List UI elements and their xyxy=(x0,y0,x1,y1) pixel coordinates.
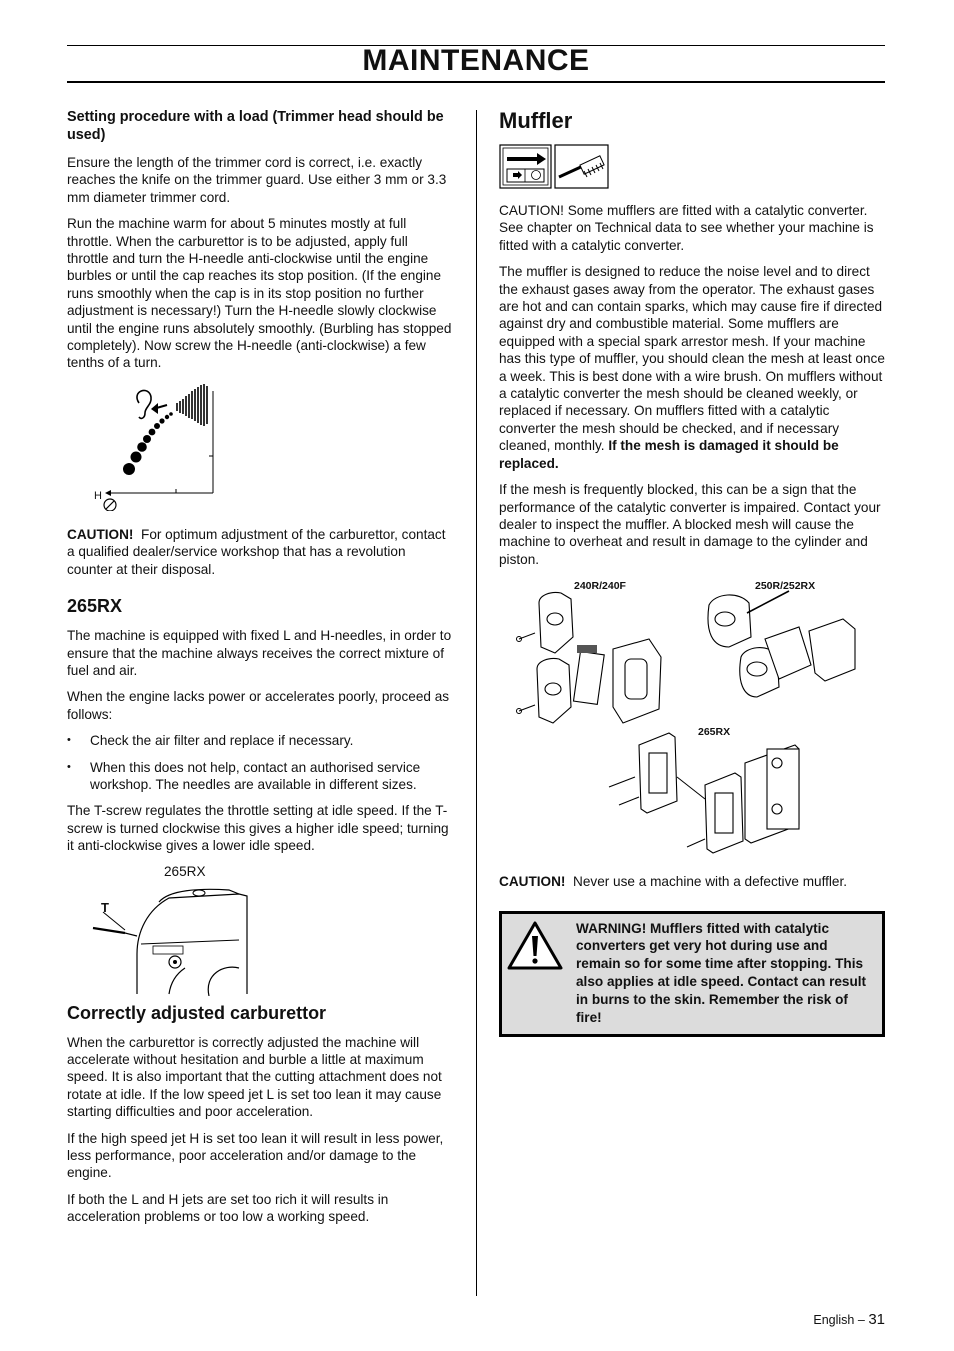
engine-t-screw-diagram xyxy=(89,884,249,996)
load-paragraph-2: Run the machine warm for about 5 minutes mostly at full throttle. When the carburettor is to be adjusted, apply full throttle and turn the H-needle anti-clockwise until the engine burbles or until the cap reaches its stop position. (If the engine runs smoothly when the cap is in its stop position no further adjustment is necessary!) Turn the H-needle slowly clockwise until the engine runs absolutely smoothly. (Burbling has stopped completely). Now screw the H-needle (anti-clockwise) a few tenths of a turn. xyxy=(67,216,452,371)
muffler-paragraph-3: If the mesh is frequently blocked, this can be a sign that the performance of the catalytic converter is impaired. Contact your dealer to inspect the muffler. A blocked mesh will cause the machine to overheat and result in damage to the cylinder and piston. xyxy=(499,482,881,567)
list-item: • Check the air filter and replace if necessary. xyxy=(67,732,452,749)
muffler-parts-drawing xyxy=(499,577,885,867)
section-heading-correctly-adjusted: Correctly adjusted carburettor xyxy=(67,1002,327,1023)
correct-paragraph-3: If both the L and H jets are set too rich it will results in acceleration problems or too low a working speed. xyxy=(67,1191,389,1225)
caution-text: For optimum adjustment of the carburettor, contact a qualified dealer/service workshop that has a revolution counter at their disposal. xyxy=(67,526,446,577)
rx-paragraph-2: When the engine lacks power or accelerates poorly, proceed as follows: xyxy=(67,689,450,722)
list-item: • When this does not help, contact an authorised service workshop. The needles are available in different sizes. xyxy=(67,759,452,794)
muffler-symbol-icons xyxy=(499,144,885,190)
h-needle-adjustment-figure xyxy=(67,381,452,516)
muffler-exploded-figure xyxy=(499,577,885,867)
caution-revolution-counter xyxy=(67,526,452,578)
footer-language: English xyxy=(813,1313,855,1327)
t-screw-label: T xyxy=(101,899,109,915)
h-needle-label: H xyxy=(94,489,102,502)
muffler-caution-text: Never use a machine with a defective muffler. xyxy=(573,874,848,890)
correct-paragraph-1: When the carburettor is correctly adjusted the machine will accelerate without hesitation and burble a little at maximum speed. It is also important that the cutting attachment does not rotate at idle. If the low speed jet L is set too lean it may cause starting difficulties and poor acceleration. xyxy=(67,1034,442,1120)
header-bottom-rule xyxy=(67,81,885,83)
muffler-label-265rx: 265RX xyxy=(698,726,731,739)
t-screw-figure-caption: 265RX xyxy=(164,863,206,879)
left-column xyxy=(67,108,452,1235)
load-procedure-heading: Setting procedure with a load (Trimmer head should be used) xyxy=(67,109,444,143)
column-divider xyxy=(476,110,477,1296)
rx-paragraph-1: The machine is equipped with fixed L and H-needles, in order to ensure that the machine always receives the correct mixture of fuel and air. xyxy=(67,628,452,678)
t-screw-figure xyxy=(67,864,452,999)
rx-bullet-list xyxy=(67,732,452,793)
muffler-caution-label: CAUTION! xyxy=(499,874,566,890)
muffler-label-250r: 250R/252RX xyxy=(755,580,816,593)
warning-text: WARNING! Mufflers fitted with catalytic converters get very hot during use and remain so for some time after stopping. This also applies at idle speed. Contact can result in burns to the skin. Remember the risk of fire! xyxy=(576,920,867,1025)
page-title: MAINTENANCE xyxy=(362,44,590,77)
section-heading-265rx: 265RX xyxy=(67,596,123,617)
page-footer xyxy=(813,1311,885,1328)
warning-triangle-icon xyxy=(506,920,564,972)
muffler-paragraph-2-text: The muffler is designed to reduce the noise level and to direct the exhaust gases away from the operator. The exhaust gases are hot and can contain sparks, which may cause fire if directed against dry and combustible material. Some mufflers are equipped with a special spark arrestor mesh. If your machine has this type of muffler, you should clean the mesh at least once a week. This is best done with a wire brush. On mufflers without a catalytic converter the mesh should be cleaned weekly, or replaced if necessary. On mufflers fitted with a catalytic converter the mesh should be checked, and if necessary cleaned, monthly. xyxy=(499,264,885,454)
muffler-caution xyxy=(499,873,885,890)
load-paragraph-1: Ensure the length of the trimmer cord is correct, i.e. exactly reaches the knife on the trimmer guard. Use either 3 mm or 3.3 mm diameter trimmer cord. xyxy=(67,155,447,205)
warning-box xyxy=(499,911,885,1038)
muffler-paragraph-2-bold: If the mesh is damaged it should be replaced. xyxy=(499,438,839,471)
correct-paragraph-2: If the high speed jet H is set too lean it will result in less power, less performance, poor acceleration and/or damage to the engine. xyxy=(67,1130,444,1181)
muffler-paragraph-1: CAUTION! Some mufflers are fitted with a catalytic converter. See chapter on Technical data to see whether your machine is fitted with a catalytic converter. xyxy=(499,203,874,253)
muffler-label-240r: 240R/240F xyxy=(574,580,626,593)
footer-dash: – xyxy=(857,1313,865,1327)
section-heading-muffler: Muffler xyxy=(499,108,573,133)
page-number: 31 xyxy=(868,1311,885,1328)
h-needle-diagram xyxy=(91,381,271,511)
right-column xyxy=(499,108,885,1037)
service-interval-icon xyxy=(499,144,611,190)
muffler-paragraph-2 xyxy=(499,263,885,472)
caution-label: CAUTION! xyxy=(67,526,134,542)
rx-paragraph-3: The T-screw regulates the throttle setting at idle speed. If the T-screw is turned clockwise this gives a higher idle speed; turning it anti-clockwise gives a lower idle speed. xyxy=(67,803,449,854)
